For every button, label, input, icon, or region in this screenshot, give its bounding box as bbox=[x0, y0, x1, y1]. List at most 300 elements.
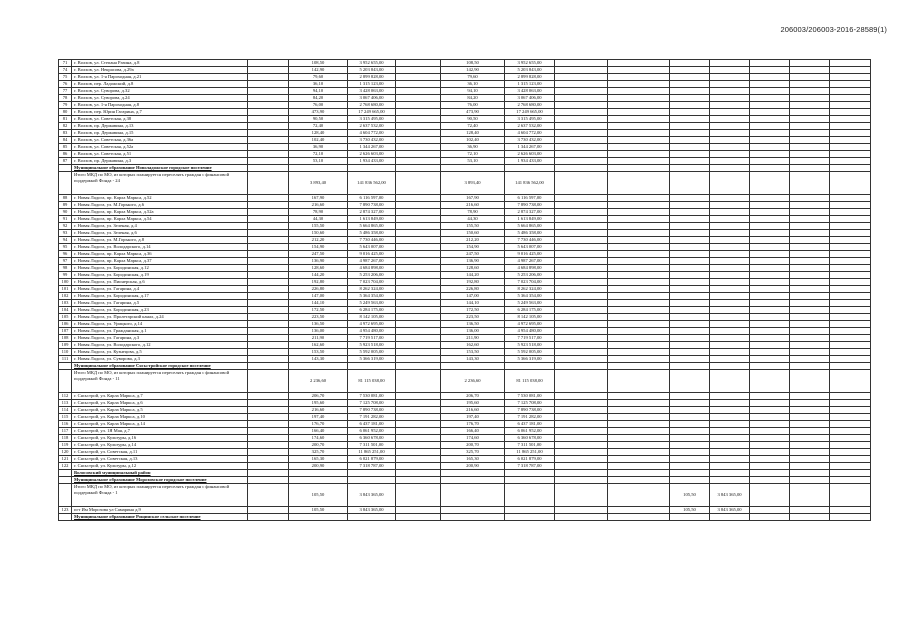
table-row bbox=[59, 102, 871, 109]
area-cell bbox=[670, 335, 710, 342]
row-number-cell: 78 bbox=[59, 95, 72, 102]
area-cell: 3 893,40 bbox=[441, 172, 505, 195]
cost-cell: 1 315 123,00 bbox=[348, 81, 396, 88]
cost-cell bbox=[348, 363, 396, 370]
table-row bbox=[59, 449, 871, 456]
empty-cell bbox=[248, 258, 289, 265]
area-cell bbox=[670, 414, 710, 421]
empty-cell bbox=[608, 286, 670, 293]
cost-cell: 4 604 772,00 bbox=[505, 130, 555, 137]
cost-cell bbox=[710, 265, 750, 272]
empty-cell bbox=[790, 370, 830, 393]
empty-cell bbox=[248, 328, 289, 335]
empty-cell bbox=[750, 258, 790, 265]
empty-cell bbox=[555, 449, 608, 456]
cost-cell bbox=[710, 216, 750, 223]
empty-cell bbox=[790, 230, 830, 237]
empty-cell bbox=[555, 321, 608, 328]
empty-cell bbox=[248, 421, 289, 428]
area-cell bbox=[441, 514, 505, 521]
table-row bbox=[59, 216, 871, 223]
empty-cell bbox=[830, 202, 871, 209]
area-cell: 200,70 bbox=[441, 442, 505, 449]
area-cell bbox=[670, 272, 710, 279]
empty-cell bbox=[396, 342, 441, 349]
area-cell: 195,60 bbox=[441, 400, 505, 407]
empty-cell bbox=[608, 116, 670, 123]
area-cell: 197,40 bbox=[441, 414, 505, 421]
empty-cell bbox=[396, 463, 441, 470]
empty-cell bbox=[396, 67, 441, 74]
row-number-cell: 98 bbox=[59, 265, 72, 272]
empty-cell bbox=[830, 258, 871, 265]
cost-cell bbox=[710, 202, 750, 209]
empty-cell bbox=[750, 137, 790, 144]
empty-cell bbox=[750, 514, 790, 521]
empty-cell bbox=[555, 279, 608, 286]
area-cell bbox=[670, 60, 710, 67]
cost-cell: 5 203 843,00 bbox=[348, 67, 396, 74]
empty-cell bbox=[790, 67, 830, 74]
area-cell: 165,30 bbox=[289, 456, 348, 463]
empty-cell bbox=[396, 272, 441, 279]
empty-cell bbox=[248, 370, 289, 393]
cost-cell: 4 987 267,00 bbox=[505, 258, 555, 265]
area-cell: 206,70 bbox=[441, 393, 505, 400]
empty-cell bbox=[790, 307, 830, 314]
section-heading-row bbox=[59, 165, 871, 172]
row-number-cell: 76 bbox=[59, 81, 72, 88]
area-cell: 150,60 bbox=[441, 230, 505, 237]
empty-cell bbox=[750, 95, 790, 102]
cost-cell: 6 116 597,00 bbox=[348, 195, 396, 202]
table-row bbox=[59, 88, 871, 95]
empty-cell bbox=[555, 216, 608, 223]
row-number-cell: 95 bbox=[59, 244, 72, 251]
cost-cell bbox=[710, 300, 750, 307]
row-number-cell: 91 bbox=[59, 216, 72, 223]
area-cell: 2 236,60 bbox=[289, 370, 348, 393]
empty-cell bbox=[608, 237, 670, 244]
cost-cell: 5 643 007,00 bbox=[348, 244, 396, 251]
table-row bbox=[59, 428, 871, 435]
empty-cell bbox=[750, 335, 790, 342]
empty-cell bbox=[790, 356, 830, 363]
area-cell bbox=[670, 442, 710, 449]
area-cell: 174,60 bbox=[441, 435, 505, 442]
empty-cell bbox=[248, 393, 289, 400]
area-cell bbox=[441, 507, 505, 514]
empty-cell bbox=[830, 137, 871, 144]
cost-cell: 4 954 480,00 bbox=[348, 328, 396, 335]
empty-cell bbox=[396, 293, 441, 300]
row-number-cell: 107 bbox=[59, 328, 72, 335]
area-cell bbox=[670, 88, 710, 95]
empty-cell bbox=[248, 95, 289, 102]
document-id: 206003/206003-2016-28589(1) bbox=[780, 25, 887, 34]
area-cell: 144,10 bbox=[289, 300, 348, 307]
empty-cell bbox=[750, 470, 790, 477]
address-cell: Итого МКД по МО, из которых планируется переселять граждан с финансовой поддержкой Фонда - 1 bbox=[72, 484, 248, 507]
area-cell: 94,10 bbox=[441, 88, 505, 95]
empty-cell bbox=[830, 74, 871, 81]
address-cell: Волосовский муниципальный район bbox=[72, 470, 248, 477]
cost-cell: 3 952 655,00 bbox=[348, 60, 396, 67]
empty-cell bbox=[555, 130, 608, 137]
row-number-cell: 97 bbox=[59, 258, 72, 265]
area-cell bbox=[670, 102, 710, 109]
cost-cell bbox=[710, 421, 750, 428]
empty-cell bbox=[790, 116, 830, 123]
empty-cell bbox=[555, 172, 608, 195]
area-cell bbox=[670, 165, 710, 172]
empty-cell bbox=[830, 60, 871, 67]
empty-cell bbox=[555, 507, 608, 514]
empty-cell bbox=[790, 130, 830, 137]
empty-cell bbox=[830, 484, 871, 507]
area-cell bbox=[670, 293, 710, 300]
empty-cell bbox=[396, 279, 441, 286]
table-row bbox=[59, 421, 871, 428]
area-cell: 226,80 bbox=[289, 286, 348, 293]
cost-cell bbox=[710, 363, 750, 370]
subtotal-row bbox=[59, 484, 871, 507]
empty-cell bbox=[555, 60, 608, 67]
empty-cell bbox=[750, 300, 790, 307]
area-cell: 72,40 bbox=[289, 123, 348, 130]
area-cell: 172,50 bbox=[441, 307, 505, 314]
empty-cell bbox=[248, 400, 289, 407]
area-cell: 325,70 bbox=[441, 449, 505, 456]
row-number-cell: 99 bbox=[59, 272, 72, 279]
empty-cell bbox=[790, 507, 830, 514]
empty-cell bbox=[396, 202, 441, 209]
empty-cell bbox=[396, 321, 441, 328]
address-cell: г. Новая Ладога, ул. Гражданская, д.1 bbox=[72, 328, 248, 335]
table-row bbox=[59, 60, 871, 67]
empty-cell bbox=[248, 172, 289, 195]
area-cell bbox=[670, 130, 710, 137]
row-number-cell: 102 bbox=[59, 293, 72, 300]
cost-cell: 4 684 898,00 bbox=[505, 265, 555, 272]
cost-cell: 7 890 738,00 bbox=[505, 407, 555, 414]
cost-cell bbox=[710, 102, 750, 109]
address-cell: г. Новая Ладога, ул. Пионерская, д.6 bbox=[72, 279, 248, 286]
area-cell: 128,60 bbox=[441, 265, 505, 272]
empty-cell bbox=[750, 144, 790, 151]
empty-cell bbox=[396, 428, 441, 435]
empty-cell bbox=[750, 363, 790, 370]
area-cell bbox=[670, 81, 710, 88]
empty-cell bbox=[830, 172, 871, 195]
empty-cell bbox=[396, 514, 441, 521]
empty-cell bbox=[830, 314, 871, 321]
row-number-cell: 112 bbox=[59, 393, 72, 400]
cost-cell bbox=[710, 370, 750, 393]
address-cell: Муниципальное образование Морозовское городское поселение bbox=[72, 477, 248, 484]
empty-cell bbox=[396, 74, 441, 81]
empty-cell bbox=[248, 514, 289, 521]
cost-cell: 5 249 563,00 bbox=[348, 300, 396, 307]
empty-cell bbox=[790, 74, 830, 81]
area-cell bbox=[670, 202, 710, 209]
empty-cell bbox=[608, 216, 670, 223]
empty-cell bbox=[750, 456, 790, 463]
empty-cell bbox=[830, 130, 871, 137]
row-number-cell: 118 bbox=[59, 435, 72, 442]
empty-cell bbox=[608, 314, 670, 321]
area-cell bbox=[670, 230, 710, 237]
empty-cell bbox=[750, 209, 790, 216]
area-cell bbox=[441, 484, 505, 507]
table-row bbox=[59, 335, 871, 342]
address-cell: Итого МКД по МО, из которых планируется переселять граждан с финансовой поддержкой Фонда - 24 bbox=[72, 172, 248, 195]
cost-cell: 7 023 704,00 bbox=[348, 279, 396, 286]
empty-cell bbox=[396, 407, 441, 414]
cost-cell bbox=[710, 116, 750, 123]
area-cell: 108,50 bbox=[289, 60, 348, 67]
table-row bbox=[59, 158, 871, 165]
address-cell: г. Новая Ладога, ул. Зеленая, д.6 bbox=[72, 230, 248, 237]
address-cell: пгт Им Морозова ул Самарина д.9 bbox=[72, 507, 248, 514]
empty-cell bbox=[608, 265, 670, 272]
cost-cell: 3 315 495,00 bbox=[505, 116, 555, 123]
empty-cell bbox=[555, 202, 608, 209]
empty-cell bbox=[790, 463, 830, 470]
row-number-cell: 121 bbox=[59, 456, 72, 463]
table-row bbox=[59, 237, 871, 244]
empty-cell bbox=[396, 477, 441, 484]
empty-cell bbox=[750, 421, 790, 428]
empty-cell bbox=[608, 223, 670, 230]
row-number-cell: 74 bbox=[59, 67, 72, 74]
cost-cell: 7 890 738,00 bbox=[348, 202, 396, 209]
cost-cell: 7 530 081,00 bbox=[348, 393, 396, 400]
empty-cell bbox=[555, 258, 608, 265]
empty-cell bbox=[248, 414, 289, 421]
empty-cell bbox=[790, 88, 830, 95]
row-number-cell: 93 bbox=[59, 230, 72, 237]
row-number-cell: 122 bbox=[59, 463, 72, 470]
empty-cell bbox=[830, 342, 871, 349]
address-cell: г. Сясьстрой, ул. Карла Маркса, д.5 bbox=[72, 407, 248, 414]
empty-cell bbox=[248, 209, 289, 216]
empty-cell bbox=[248, 435, 289, 442]
empty-cell bbox=[750, 230, 790, 237]
address-cell: г. Новая Ладога, ул. Бородинская, д.19 bbox=[72, 272, 248, 279]
area-cell: 72,10 bbox=[289, 151, 348, 158]
empty-cell bbox=[750, 393, 790, 400]
empty-cell bbox=[248, 363, 289, 370]
empty-cell bbox=[750, 349, 790, 356]
cost-cell: 7 318 787,00 bbox=[505, 463, 555, 470]
cost-cell: 2 874 327,00 bbox=[348, 209, 396, 216]
area-cell: 166,40 bbox=[441, 428, 505, 435]
area-cell bbox=[441, 363, 505, 370]
area-cell: 144,10 bbox=[441, 300, 505, 307]
cost-cell bbox=[710, 407, 750, 414]
empty-cell bbox=[750, 328, 790, 335]
row-number-cell: 96 bbox=[59, 251, 72, 258]
area-cell: 105,50 bbox=[289, 484, 348, 507]
empty-cell bbox=[830, 158, 871, 165]
empty-cell bbox=[555, 293, 608, 300]
address-cell: г. Сясьстрой, ул. Карла Маркса, д.14 bbox=[72, 421, 248, 428]
empty-cell bbox=[248, 293, 289, 300]
empty-cell bbox=[248, 342, 289, 349]
address-cell: г. Новая Ладога, пр. Карла Маркса, д.37 bbox=[72, 258, 248, 265]
table-row bbox=[59, 293, 871, 300]
address-cell: г. Новая Ладога, ул. Кузнецова, д.5 bbox=[72, 349, 248, 356]
empty-cell bbox=[608, 328, 670, 335]
empty-cell bbox=[790, 237, 830, 244]
empty-cell bbox=[608, 279, 670, 286]
empty-cell bbox=[555, 407, 608, 414]
empty-cell bbox=[790, 414, 830, 421]
cost-cell bbox=[710, 514, 750, 521]
area-cell: 136,90 bbox=[289, 258, 348, 265]
cost-cell: 5 366 319,00 bbox=[348, 356, 396, 363]
area-cell: 192,80 bbox=[289, 279, 348, 286]
empty-cell bbox=[608, 88, 670, 95]
cost-cell bbox=[710, 321, 750, 328]
row-number-cell bbox=[59, 470, 72, 477]
empty-cell bbox=[555, 116, 608, 123]
table-row bbox=[59, 435, 871, 442]
subtotal-row bbox=[59, 172, 871, 195]
table-row bbox=[59, 407, 871, 414]
area-cell: 84,20 bbox=[441, 95, 505, 102]
empty-cell bbox=[248, 349, 289, 356]
cost-cell: 4 954 480,00 bbox=[505, 328, 555, 335]
empty-cell bbox=[750, 507, 790, 514]
empty-cell bbox=[830, 442, 871, 449]
subtotal-row bbox=[59, 370, 871, 393]
table-row bbox=[59, 393, 871, 400]
empty-cell bbox=[555, 158, 608, 165]
empty-cell bbox=[555, 414, 608, 421]
register-grid bbox=[58, 59, 871, 521]
table-row bbox=[59, 130, 871, 137]
empty-cell bbox=[555, 421, 608, 428]
empty-cell bbox=[750, 407, 790, 414]
cost-cell: 5 643 007,00 bbox=[505, 244, 555, 251]
row-number-cell: 71 bbox=[59, 60, 72, 67]
area-cell bbox=[441, 477, 505, 484]
empty-cell bbox=[830, 223, 871, 230]
empty-cell bbox=[608, 342, 670, 349]
cost-cell bbox=[710, 109, 750, 116]
address-cell: Муниципальное образование Новоладожское городское поселение bbox=[72, 165, 248, 172]
cost-cell: 4 987 267,00 bbox=[348, 258, 396, 265]
cost-cell bbox=[710, 74, 750, 81]
section-heading-row bbox=[59, 470, 871, 477]
table-row bbox=[59, 456, 871, 463]
empty-cell bbox=[396, 223, 441, 230]
address-cell: г. Волхов, пр. Державина, д.3 bbox=[72, 158, 248, 165]
empty-cell bbox=[790, 151, 830, 158]
cost-cell: 2 626 603,00 bbox=[348, 151, 396, 158]
empty-cell bbox=[750, 202, 790, 209]
address-cell: г. Сясьстрой, ул. Советская, д.13 bbox=[72, 456, 248, 463]
cost-cell: 2 768 680,00 bbox=[505, 102, 555, 109]
row-number-cell: 106 bbox=[59, 321, 72, 328]
area-cell: 136,50 bbox=[289, 321, 348, 328]
cost-cell: 7 191 282,00 bbox=[348, 414, 396, 421]
empty-cell bbox=[248, 456, 289, 463]
empty-cell bbox=[608, 293, 670, 300]
empty-cell bbox=[555, 137, 608, 144]
empty-cell bbox=[790, 393, 830, 400]
empty-cell bbox=[396, 244, 441, 251]
cost-cell bbox=[710, 356, 750, 363]
empty-cell bbox=[396, 314, 441, 321]
area-cell: 162,60 bbox=[441, 342, 505, 349]
empty-cell bbox=[248, 272, 289, 279]
cost-cell: 3 843 365,00 bbox=[348, 507, 396, 514]
empty-cell bbox=[750, 370, 790, 393]
cost-cell: 5 486 358,00 bbox=[348, 230, 396, 237]
table-row bbox=[59, 321, 871, 328]
row-number-cell: 113 bbox=[59, 400, 72, 407]
row-number-cell bbox=[59, 477, 72, 484]
empty-cell bbox=[790, 349, 830, 356]
empty-cell bbox=[750, 216, 790, 223]
area-cell: 176,70 bbox=[289, 421, 348, 428]
empty-cell bbox=[608, 363, 670, 370]
cost-cell: 3 843 365,00 bbox=[348, 484, 396, 507]
empty-cell bbox=[830, 81, 871, 88]
empty-cell bbox=[790, 223, 830, 230]
empty-cell bbox=[790, 407, 830, 414]
empty-cell bbox=[608, 456, 670, 463]
empty-cell bbox=[396, 216, 441, 223]
empty-cell bbox=[248, 314, 289, 321]
area-cell: 108,50 bbox=[441, 60, 505, 67]
empty-cell bbox=[396, 144, 441, 151]
cost-cell: 7 023 704,00 bbox=[505, 279, 555, 286]
empty-cell bbox=[396, 60, 441, 67]
empty-cell bbox=[555, 370, 608, 393]
area-cell bbox=[670, 456, 710, 463]
area-cell: 211,90 bbox=[289, 335, 348, 342]
empty-cell bbox=[790, 137, 830, 144]
empty-cell bbox=[830, 272, 871, 279]
cost-cell: 1 315 123,00 bbox=[505, 81, 555, 88]
empty-cell bbox=[248, 484, 289, 507]
empty-cell bbox=[248, 165, 289, 172]
empty-cell bbox=[608, 272, 670, 279]
empty-cell bbox=[830, 507, 871, 514]
area-cell: 2 236,60 bbox=[441, 370, 505, 393]
empty-cell bbox=[608, 74, 670, 81]
empty-cell bbox=[555, 349, 608, 356]
empty-cell bbox=[750, 435, 790, 442]
empty-cell bbox=[396, 251, 441, 258]
empty-cell bbox=[750, 172, 790, 195]
area-cell bbox=[670, 265, 710, 272]
empty-cell bbox=[790, 300, 830, 307]
empty-cell bbox=[750, 321, 790, 328]
empty-cell bbox=[790, 81, 830, 88]
row-number-cell: 75 bbox=[59, 74, 72, 81]
empty-cell bbox=[830, 307, 871, 314]
cost-cell bbox=[710, 463, 750, 470]
empty-cell bbox=[608, 484, 670, 507]
empty-cell bbox=[396, 349, 441, 356]
row-number-cell: 79 bbox=[59, 102, 72, 109]
empty-cell bbox=[396, 442, 441, 449]
